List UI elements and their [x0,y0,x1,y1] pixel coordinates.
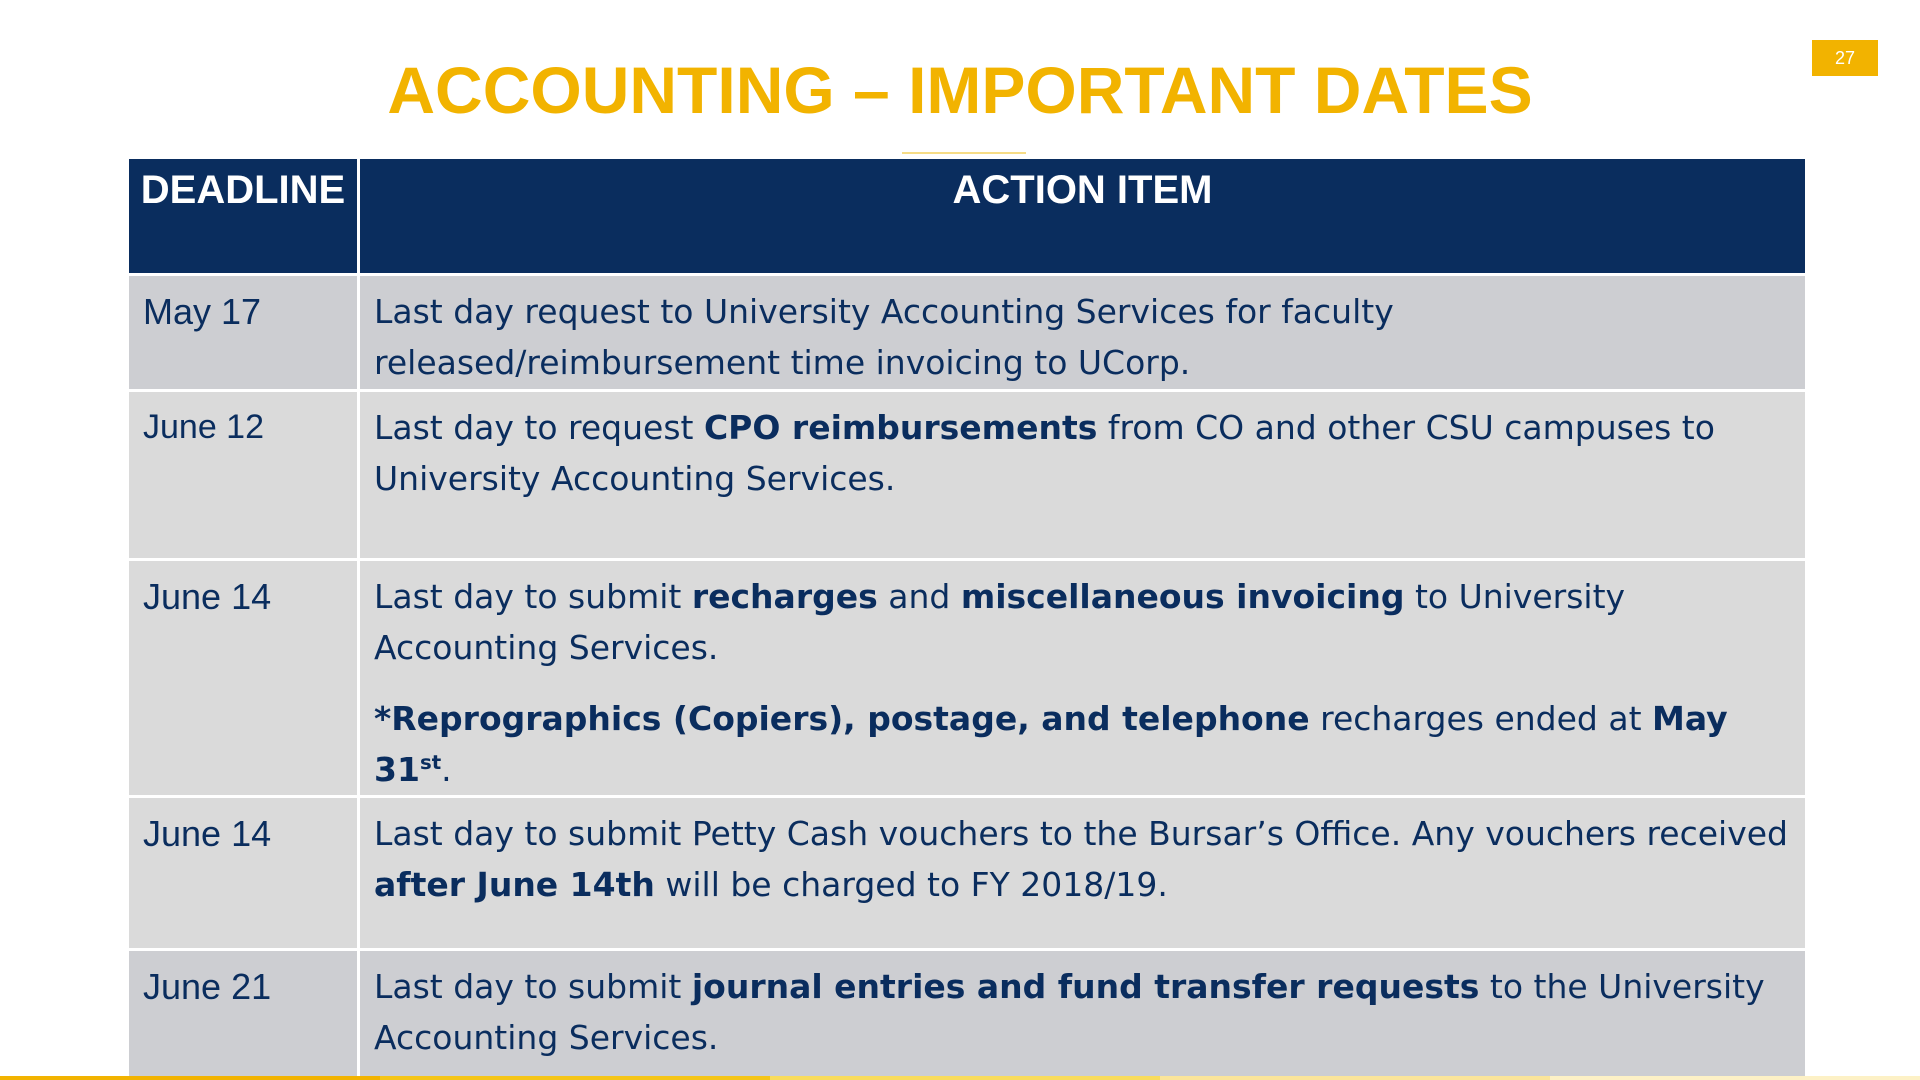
page-number-badge: 27 [1812,40,1878,76]
important-dates-table [126,156,1808,1080]
action-item-cell [359,797,1807,950]
table-header-row [128,158,1807,275]
action-item-text: Last day to submit Petty Cash vouchers to the Bursar’s Office. Any vouchers received after June 14th will be charged to FY 2018/19. [374,814,1789,904]
action-item-note: *Reprographics (Copiers), postage, and telephone recharges ended at May 31st. [374,699,1728,789]
action-item-cell [359,560,1807,797]
deadline-cell: May 17 [128,275,359,391]
table-row [128,950,1807,1080]
table-row [128,275,1807,391]
table-row [128,560,1807,797]
action-item-column-header: ACTION ITEM [359,158,1807,275]
action-item-text: Last day to request CPO reimbursements from CO and other CSU campuses to University Accounting Services. [374,408,1715,498]
slide-title: ACCOUNTING – IMPORTANT DATES [387,53,1533,127]
deadline-cell: June 14 [128,560,359,797]
deadline-cell: June 14 [128,797,359,950]
table-row [128,391,1807,560]
bottom-accent-bar [0,1076,1920,1080]
action-item-text: Last day to submit recharges and miscellaneous invoicing to University Accounting Services. [374,577,1626,667]
action-item-cell [359,275,1807,391]
deadline-cell: June 21 [128,950,359,1080]
action-item-cell [359,950,1807,1080]
action-item-text: Last day to submit journal entries and fund transfer requests to the University Accounting Services. [374,967,1765,1057]
table-row [128,797,1807,950]
action-item-cell [359,391,1807,560]
deadline-column-header: DEADLINE [128,158,359,275]
title-underline [902,152,1026,154]
deadline-cell: June 12 [128,391,359,560]
action-item-text: Last day request to University Accounting Services for faculty released/reimbursement time invoicing to UCorp. [374,292,1394,382]
